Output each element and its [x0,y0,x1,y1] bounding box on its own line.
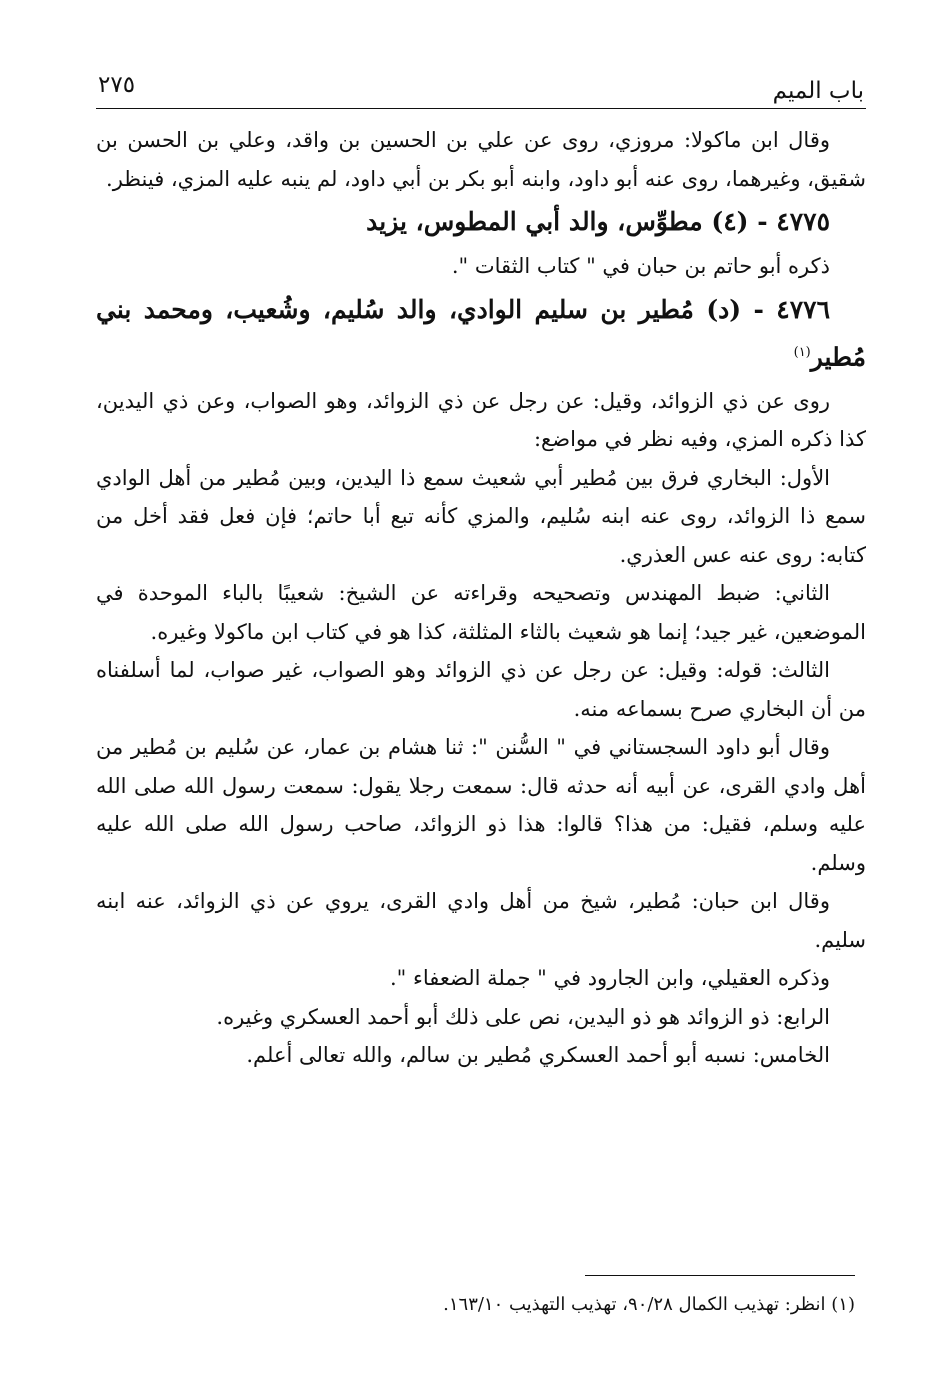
page-body [96,121,866,1075]
body-paragraph: وذكره العقيلي، وابن الجارود في " جملة الضعفاء ". [389,966,830,991]
body-paragraph: وقال ابن حبان: مُطير، شيخ من أهل وادي القرى، يروي عن ذي الزوائد، عنه ابنه سليم. [96,889,866,952]
page-number: ٢٧٥ [98,72,136,98]
body-paragraph: الثالث: قوله: وقيل: عن رجل عن ذي الزوائد وهو الصواب، غير صواب، لما أسلفناه من أن البخاري صرح بسماعه منه. [96,658,866,721]
page-header [96,60,866,109]
body-paragraph: ذكره أبو حاتم بن حبان في " كتاب الثقات ". [451,254,830,278]
body-paragraph: الثاني: ضبط المهندس وتصحيحه وقراءته عن الشيخ: شعيبًا بالباء الموحدة في الموضعين، غير جيد؛ إنما هو شعيث بالثاء المثلثة، كذا هو في كتاب ابن ماكولا وغيره. [96,581,866,644]
entry-heading [96,288,866,378]
entry-heading-text: ٤٧٧٥ - (٤) مطوِّس، والد أبي المطوس، يزيد [366,207,830,236]
footnote-divider [585,1275,855,1276]
body-paragraph: وقال ابن ماكولا: مروزي، روى عن علي بن الحسين بن واقد، وعلي بن الحسن بن شقيق، وغيرهما، روى عنه أبو داود، وابنه أبو بكر بن أبي داود، لم ينبه عليه المزي، فينظر. [96,128,866,191]
body-paragraph: روى عن ذي الزوائد، وقيل: عن رجل عن ذي الزوائد، وهو الصواب، وعن ذي اليدين، كذا ذكره المزي، وفيه نظر في مواضع: [96,388,866,452]
footnote: (١) انظر: تهذيب الكمال ٩٠/٢٨، تهذيب التهذيب ١٦٣/١٠. [443,1294,855,1315]
chapter-title: باب الميم [772,78,864,104]
entry-heading [96,200,866,243]
entry-heading-text: ٤٧٧٦ - (د) مُطير بن سليم الوادي، والد سُليم، وشُعيب، ومحمد بني مُطير [96,294,866,371]
footnote-reference: (١) [793,344,811,360]
body-paragraph: الخامس: نسبه أبو أحمد العسكري مُطير بن سالم، والله تعالى أعلم. [246,1043,830,1068]
body-paragraph: وقال أبو داود السجستاني في " السُّنن ": ثنا هشام بن عمار، عن سُليم بن مُطير من أهل وادي القرى، عن أبيه أنه حدثه قال: سمعت رجلا يقول: سمعت رسول الله صلى الله عليه وسلم، فقيل: من هذا؟ قالوا: هذا ذو الزوائد، صاحب رسول الله صلى الله عليه وسلم. [96,735,866,875]
body-paragraph: الأول: البخاري فرق بين مُطير أبي شعيث سمع ذا اليدين، وبين مُطير من أهل الوادي سمع ذا الزوائد، روى عنه ابنه سُليم، والمزي كأنه تبع أبا حاتم؛ فإن فعل فقد أخل من كتابه: روى عنه عس العذري. [96,465,866,567]
book-page [96,60,866,1075]
body-paragraph: الرابع: ذو الزوائد هو ذو اليدين، نص على ذلك أبو أحمد العسكري وغيره. [216,1004,830,1029]
